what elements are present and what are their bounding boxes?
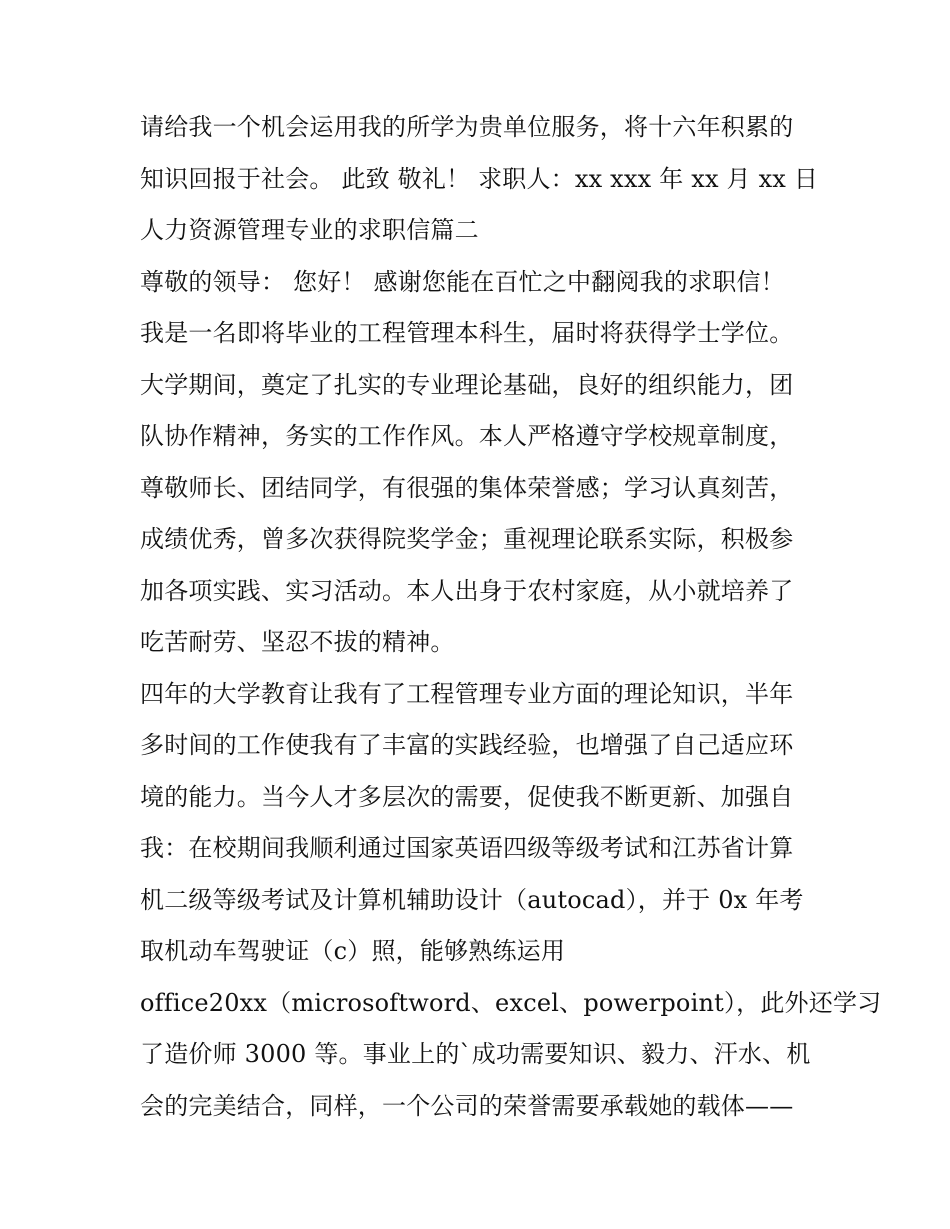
text-line: 知识回报于社会。 此致 敬礼！ 求职人：xx xxx 年 xx 月 xx 日: [140, 164, 819, 193]
text-line: 成绩优秀，曾多次获得院奖学金；重视理论联系实际，积极参: [140, 525, 794, 553]
text-line: 了造价师 3000 等。事业上的`成功需要知识、毅力、汗水、机: [140, 1040, 811, 1068]
text-line: 会的完美结合，同样，一个公司的荣誉需要承载她的载体——: [140, 1091, 794, 1120]
text-line: 机二级等级考试及计算机辅助设计（autocad），并于 0x 年考: [140, 885, 804, 914]
text-line: 取机动车驾驶证（c）照，能够熟练运用: [140, 937, 566, 965]
text-line: 我是一名即将毕业的工程管理本科生，届时将获得学士学位。: [140, 319, 794, 347]
text-line: 我：在校期间我顺利通过国家英语四级等级考试和江苏省计算: [140, 834, 794, 862]
text-line: 境的能力。当今人才多层次的需要，促使我不断更新、加强自: [140, 782, 794, 811]
text-line: 加各项实践、实习活动。本人出身于农村家庭，从小就培养了: [140, 576, 794, 605]
text-line: 大学期间，奠定了扎实的专业理论基础，良好的组织能力，团: [140, 370, 794, 399]
text-line: 队协作精神，务实的工作作风。本人严格遵守学校规章制度，: [140, 422, 794, 450]
text-line: office20xx（microsoftword、excel、powerpoint），此外还学习: [140, 988, 882, 1017]
text-line: 尊敬的领导： 您好！ 感谢您能在百忙之中翻阅我的求职信！: [140, 267, 785, 296]
text-line: 尊敬师长、团结同学，有很强的集体荣誉感；学习认真刻苦，: [140, 473, 794, 502]
section-heading: 人力资源管理专业的求职信篇二: [140, 216, 479, 244]
text-line: 吃苦耐劳、坚忍不拔的精神。: [140, 628, 455, 656]
text-line: 请给我一个机会运用我的所学为贵单位服务，将十六年积累的: [140, 113, 794, 141]
text-line: 四年的大学教育让我有了工程管理专业方面的理论知识，半年: [140, 679, 794, 708]
document-body: [140, 102, 882, 1132]
text-line: 多时间的工作使我有了丰富的实践经验，也增强了自己适应环: [140, 731, 794, 759]
